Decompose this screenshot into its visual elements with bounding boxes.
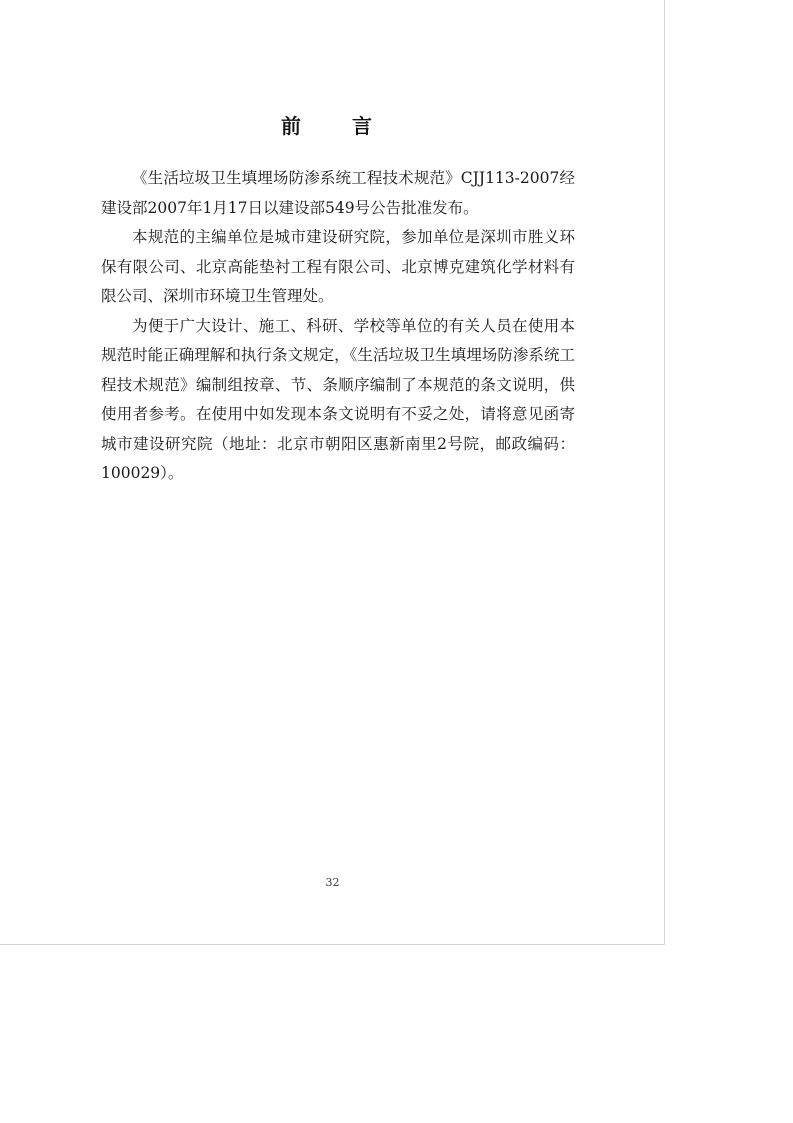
paragraph-explanation: 为便于广大设计、施工、科研、学校等单位的有关人员在使用本规范时能正确理解和执行条文规定，《生活垃圾卫生填埋场防渗系统工程技术规范》编制组按章、节、条顺序编制了本规范的条文说明，供使用者参考。在使用中如发现本条文说明有不妥之处，请将意见函寄城市建设研究院（地址：北京市朝阳区惠新南里2号院，邮政编码：100029）。 bbox=[101, 316, 575, 482]
page-title: 前 言 bbox=[281, 114, 394, 138]
paragraph-approval: 《生活垃圾卫生填埋场防渗系统工程技术规范》CJJ113-2007经建设部2007年1月17日以建设部549号公告批准发布。 bbox=[101, 169, 575, 217]
page-number: 32 bbox=[325, 876, 340, 889]
preface-body bbox=[101, 164, 575, 489]
paragraph-editors: 本规范的主编单位是城市建设研究院，参加单位是深圳市胜义环保有限公司、北京高能垫衬工程有限公司、北京博克建筑化学材料有限公司、深圳市环境卫生管理处。 bbox=[101, 228, 575, 305]
